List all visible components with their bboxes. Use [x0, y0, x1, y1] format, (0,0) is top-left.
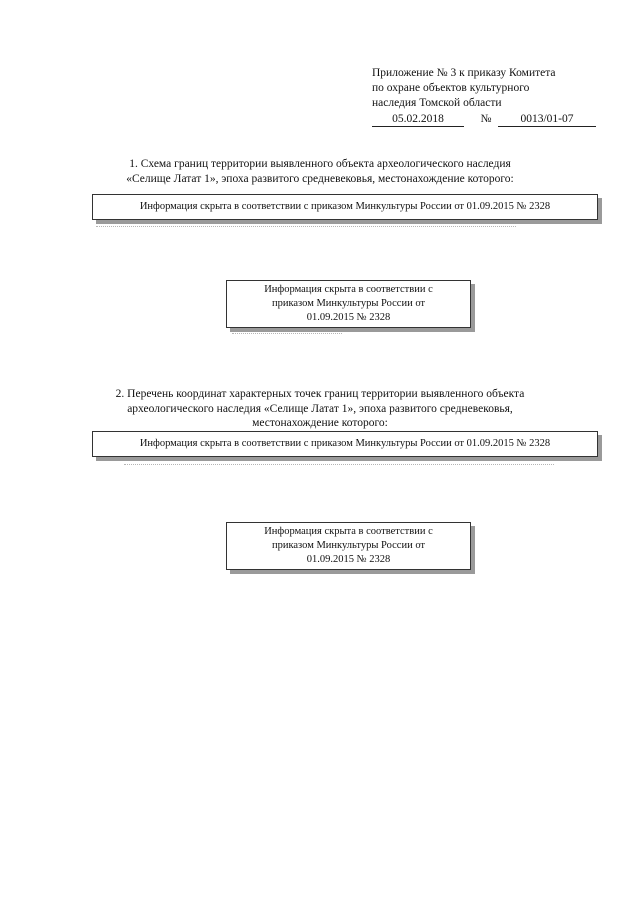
- hidden-info-box-small-1: [226, 280, 471, 328]
- hidden-info-line-1: Информация скрыта в соответствии с: [264, 526, 433, 537]
- hidden-info-text: Информация скрыта в соответствии с приказом Минкультуры России от 01.09.2015 № 2328: [139, 201, 551, 212]
- dotted-trace: [96, 226, 516, 227]
- hidden-info-line-1: Информация скрыта в соответствии с: [264, 284, 433, 295]
- order-number: 0013/01-07: [498, 112, 596, 127]
- section-1-title-line-2: «Селище Латат 1», эпоха развитого средневековья, местонахождение которого:: [126, 172, 514, 185]
- hidden-info-text: Информация скрыта в соответствии с приказом Минкультуры России от 01.09.2015 № 2328: [139, 438, 551, 449]
- section-2-title-line-1: 2. Перечень координат характерных точек границ территории выявленного объекта: [115, 388, 525, 400]
- order-header: [372, 66, 602, 128]
- section-1-title: [60, 157, 580, 186]
- dotted-trace: [124, 464, 554, 465]
- section-2-title: [60, 387, 580, 431]
- hidden-info-box-small-2: [226, 522, 471, 570]
- section-2-title-line-3: местонахождение которого:: [252, 417, 388, 429]
- header-line-2: по охране объектов культурного: [372, 82, 530, 94]
- hidden-info-line-3: 01.09.2015 № 2328: [306, 312, 391, 323]
- section-2-title-line-2: археологического наследия «Селище Латат 1», эпоха развитого средневековья,: [127, 402, 513, 415]
- hidden-info-box-wide-1: [92, 194, 598, 220]
- hidden-info-line-3: 01.09.2015 № 2328: [306, 554, 391, 565]
- header-line-1: Приложение № 3 к приказу Комитета: [372, 67, 556, 79]
- dotted-trace: [232, 333, 342, 334]
- order-date-number: [372, 112, 602, 128]
- order-date: 05.02.2018: [372, 112, 464, 127]
- hidden-info-line-2: приказом Минкультуры России от: [271, 540, 426, 551]
- header-line-3: наследия Томской области: [372, 97, 502, 109]
- hidden-info-box-wide-2: [92, 431, 598, 457]
- hidden-info-line-2: приказом Минкультуры России от: [271, 298, 426, 309]
- section-1-title-line-1: 1. Схема границ территории выявленного объекта археологического наследия: [129, 158, 511, 170]
- number-sign: №: [480, 113, 492, 125]
